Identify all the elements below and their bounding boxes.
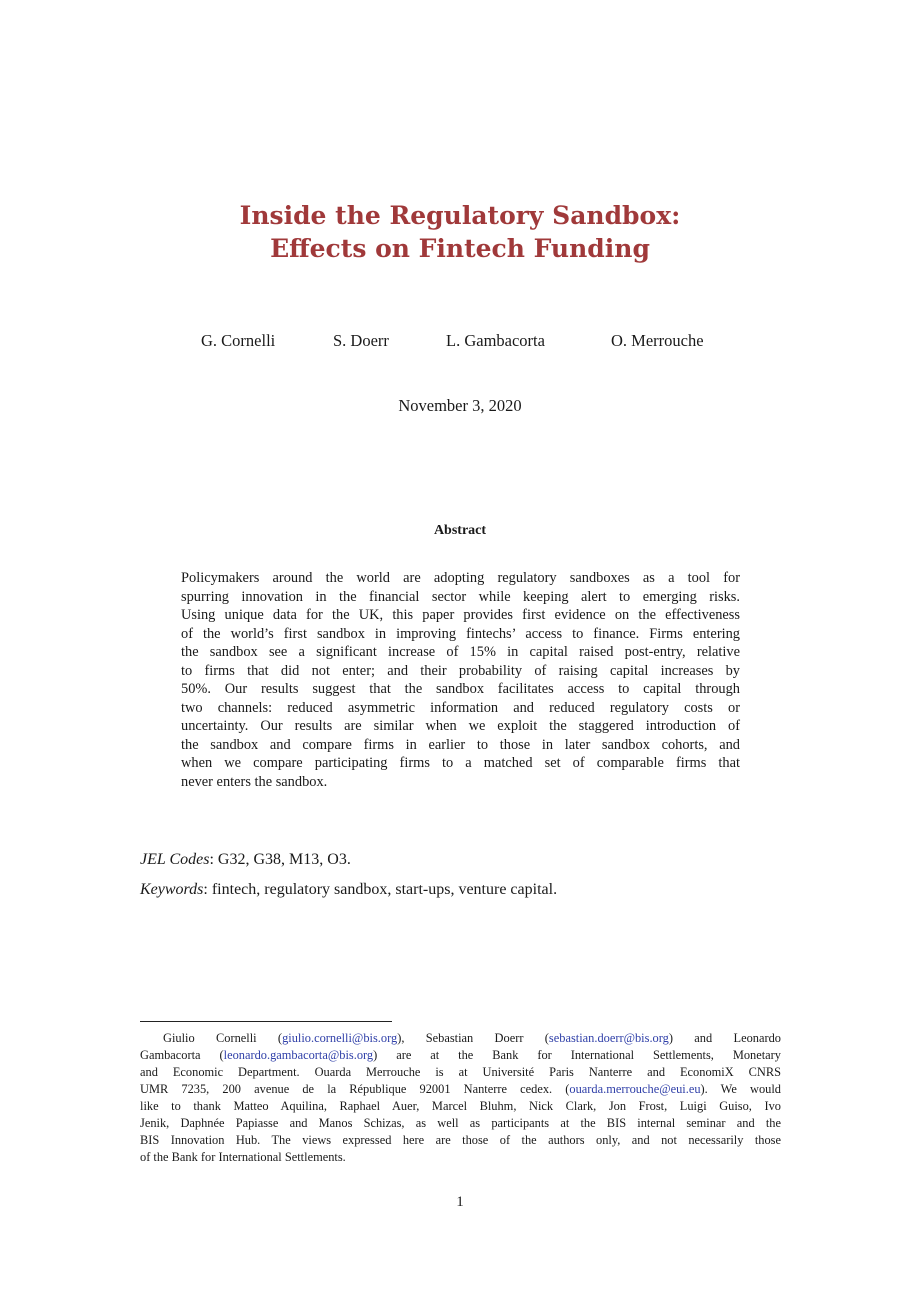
abstract-body <box>181 569 740 791</box>
author-2: S. Doerr <box>333 331 389 350</box>
page-number: 1 <box>456 1194 464 1210</box>
footnote <box>140 1030 781 1166</box>
jel-label: JEL Codes <box>140 851 210 868</box>
abstract-line: spurring innovation in the financial sector while keeping alert to emerging risks. <box>181 588 740 605</box>
footnote-line: Giulio Cornelli (giulio.cornelli@bis.org), Sebastian Doerr (sebastian.doerr@bis.org) and Leonardo <box>163 1031 781 1045</box>
jel-codes <box>140 851 351 869</box>
footnote-line: Gambacorta (leonardo.gambacorta@bis.org) are at the Bank for International Settlements, Monetary <box>140 1048 781 1062</box>
publication-date: November 3, 2020 <box>398 396 522 415</box>
paper-title-line-2: Effects on Fintech Funding <box>270 234 650 263</box>
abstract-line: when we compare participating firms to a matched set of comparable firms that <box>181 755 740 771</box>
footnote-line: UMR 7235, 200 avenue de la République 92001 Nanterre cedex. (ouarda.merrouche@eui.eu). We would <box>140 1082 781 1096</box>
abstract-line: 50%. Our results suggest that the sandbox facilitates access to capital through <box>181 681 740 697</box>
footnote-line: Jenik, Daphnée Papiasse and Manos Schizas, as well as participants at the BIS internal seminar and the <box>140 1116 781 1130</box>
abstract-line: to firms that did not enter; and their probability of raising capital increases by <box>181 662 740 679</box>
abstract-line: the sandbox see a significant increase of 15% in capital raised post-entry, relative <box>181 644 740 660</box>
abstract-line: Using unique data for the UK, this paper provides first evidence on the effectiveness <box>181 607 740 623</box>
email-link-merrouche[interactable]: ouarda.merrouche@eui.eu <box>569 1082 701 1096</box>
abstract-line: the sandbox and compare firms in earlier to those in later sandbox cohorts, and <box>181 736 740 753</box>
footnote-rule <box>140 1021 392 1022</box>
email-link-doerr[interactable]: sebastian.doerr@bis.org <box>548 1031 669 1045</box>
keywords-label: Keywords <box>140 881 204 898</box>
footnote-line: BIS Innovation Hub. The views expressed here are those of the authors only, and not necessarily those <box>140 1133 781 1147</box>
abstract-line: Policymakers around the world are adopting regulatory sandboxes as a tool for <box>181 570 740 586</box>
abstract-line: uncertainty. Our results are similar when we exploit the staggered introduction of <box>181 718 740 734</box>
keywords <box>140 881 557 899</box>
abstract-line: two channels: reduced asymmetric information and reduced regulatory costs or <box>181 699 740 716</box>
author-4: O. Merrouche <box>611 331 704 350</box>
abstract-line: never enters the sandbox. <box>181 773 328 790</box>
footnote-line: like to thank Matteo Aquilina, Raphael Auer, Marcel Bluhm, Nick Clark, Jon Frost, Luigi Guiso, Ivo <box>140 1099 781 1113</box>
abstract-line: of the world’s first sandbox in improving fintechs’ access to finance. Firms entering <box>181 625 740 642</box>
footnote-line: of the Bank for International Settlements. <box>140 1150 346 1164</box>
author-1: G. Cornelli <box>201 331 276 350</box>
jel-value: : G32, G38, M13, O3. <box>209 851 351 868</box>
email-link-cornelli[interactable]: giulio.cornelli@bis.org <box>282 1031 398 1045</box>
keywords-value: : fintech, regulatory sandbox, start-ups, venture capital. <box>203 881 558 898</box>
footnote-line: and Economic Department. Ouarda Merrouche is at Université Paris Nanterre and EconomiX CNRS <box>140 1065 781 1079</box>
paper-title-line-1: Inside the Regulatory Sandbox: <box>239 201 681 230</box>
email-link-gambacorta[interactable]: leonardo.gambacorta@bis.org <box>223 1048 374 1062</box>
abstract-heading: Abstract <box>433 523 487 538</box>
author-3: L. Gambacorta <box>446 331 545 350</box>
